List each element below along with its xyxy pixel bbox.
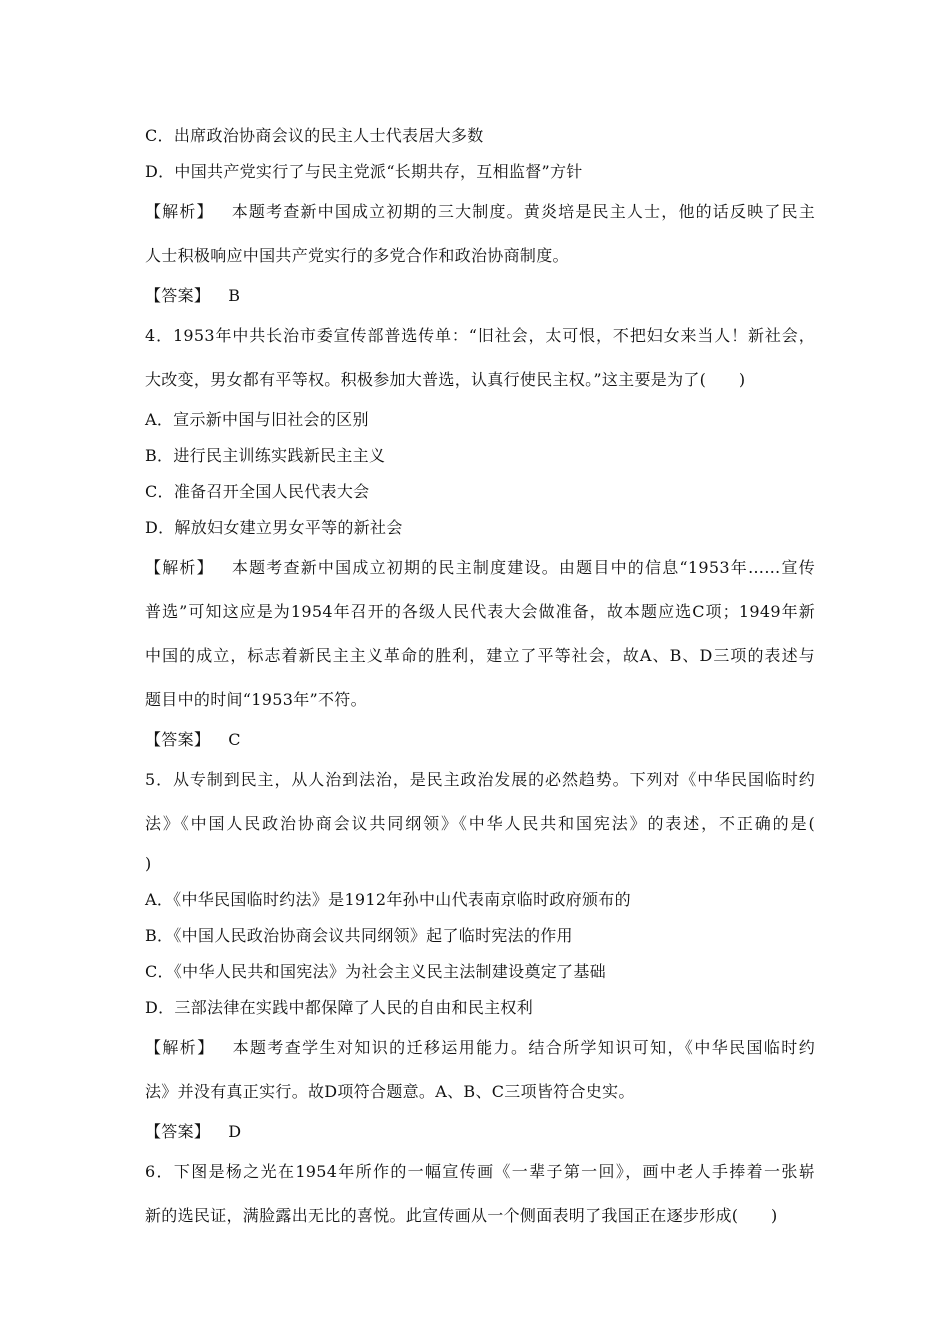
answer-q4: 【答案】 C <box>145 730 241 749</box>
option-d-q4: D．解放妇女建立男女平等的新社会 <box>145 518 403 537</box>
answer-q5: 【答案】 D <box>145 1122 242 1141</box>
analysis-q4-cont-2: 中国的成立，标志着新民主主义革命的胜利，建立了平等社会，故A、B、D三项的表述与 <box>145 646 815 665</box>
question-5-cont-1: 法》《中国人民政治协商会议共同纲领》《中华人民共和国宪法》的表述，不正确的是( <box>145 814 815 833</box>
analysis-tag: 【解析】 <box>145 202 214 221</box>
answer-tag: 【答案】 <box>145 1122 211 1141</box>
analysis-q4-cont-1: 普选”可知这应是为1954年召开的各级人民代表大会做准备，故本题应选C项；1949年新 <box>145 602 815 621</box>
question-5-cont-2: ) <box>145 854 152 873</box>
analysis-q5-cont: 法》并没有真正实行。故D项符合题意。A、B、C三项皆符合史实。 <box>145 1082 635 1101</box>
answer-tag: 【答案】 <box>145 730 211 749</box>
analysis-q5: 【解析】 本题考查学生对知识的迁移运用能力。结合所学知识可知，《中华民国临时约 <box>145 1038 815 1057</box>
question-5: 5．从专制到民主，从人治到法治，是民主政治发展的必然趋势。下列对《中华民国临时约 <box>145 770 815 789</box>
option-b-q5: B．《中国人民政治协商会议共同纲领》起了临时宪法的作用 <box>145 926 573 945</box>
analysis-q3-cont: 人士积极响应中国共产党实行的多党合作和政治协商制度。 <box>145 246 569 265</box>
option-d-q5: D．三部法律在实践中都保障了人民的自由和民主权利 <box>145 998 534 1017</box>
analysis-q3: 【解析】 本题考查新中国成立初期的三大制度。黄炎培是民主人士，他的话反映了民主 <box>145 202 816 221</box>
option-c-q4: C．准备召开全国人民代表大会 <box>145 482 370 501</box>
option-b-q4: B．进行民主训练实践新民主主义 <box>145 446 386 465</box>
option-c-q3: C．出席政治协商会议的民主人士代表居大多数 <box>145 126 484 145</box>
option-d-q3: D．中国共产党实行了与民主党派“长期共存，互相监督”方针 <box>145 162 583 181</box>
answer-tag: 【答案】 <box>145 286 211 305</box>
analysis-q4: 【解析】 本题考查新中国成立初期的民主制度建设。由题目中的信息“1953年……宣传 <box>145 558 815 577</box>
question-6: 6．下图是杨之光在1954年所作的一幅宣传画《一辈子第一回》，画中老人手捧着一张崭 <box>145 1162 815 1181</box>
answer-q3: 【答案】 B <box>145 286 241 305</box>
analysis-tag: 【解析】 <box>145 558 214 577</box>
option-a-q5: A．《中华民国临时约法》是1912年孙中山代表南京临时政府颁布的 <box>145 890 631 909</box>
question-6-cont: 新的选民证，满脸露出无比的喜悦。此宣传画从一个侧面表明了我国正在逐步形成( ) <box>145 1206 778 1225</box>
analysis-q4-cont-3: 题目中的时间“1953年”不符。 <box>145 690 367 709</box>
question-4: 4．1953年中共长治市委宣传部普选传单：“旧社会，太可恨，不把妇女来当人！新社会， <box>145 326 815 345</box>
analysis-tag: 【解析】 <box>145 1038 215 1057</box>
option-a-q4: A．宣示新中国与旧社会的区别 <box>145 410 369 429</box>
document-page <box>145 118 815 1238</box>
option-c-q5: C．《中华人民共和国宪法》为社会主义民主法制建设奠定了基础 <box>145 962 606 981</box>
question-4-cont: 大改变，男女都有平等权。积极参加大普选，认真行使民主权。”这主要是为了( ) <box>145 370 746 389</box>
